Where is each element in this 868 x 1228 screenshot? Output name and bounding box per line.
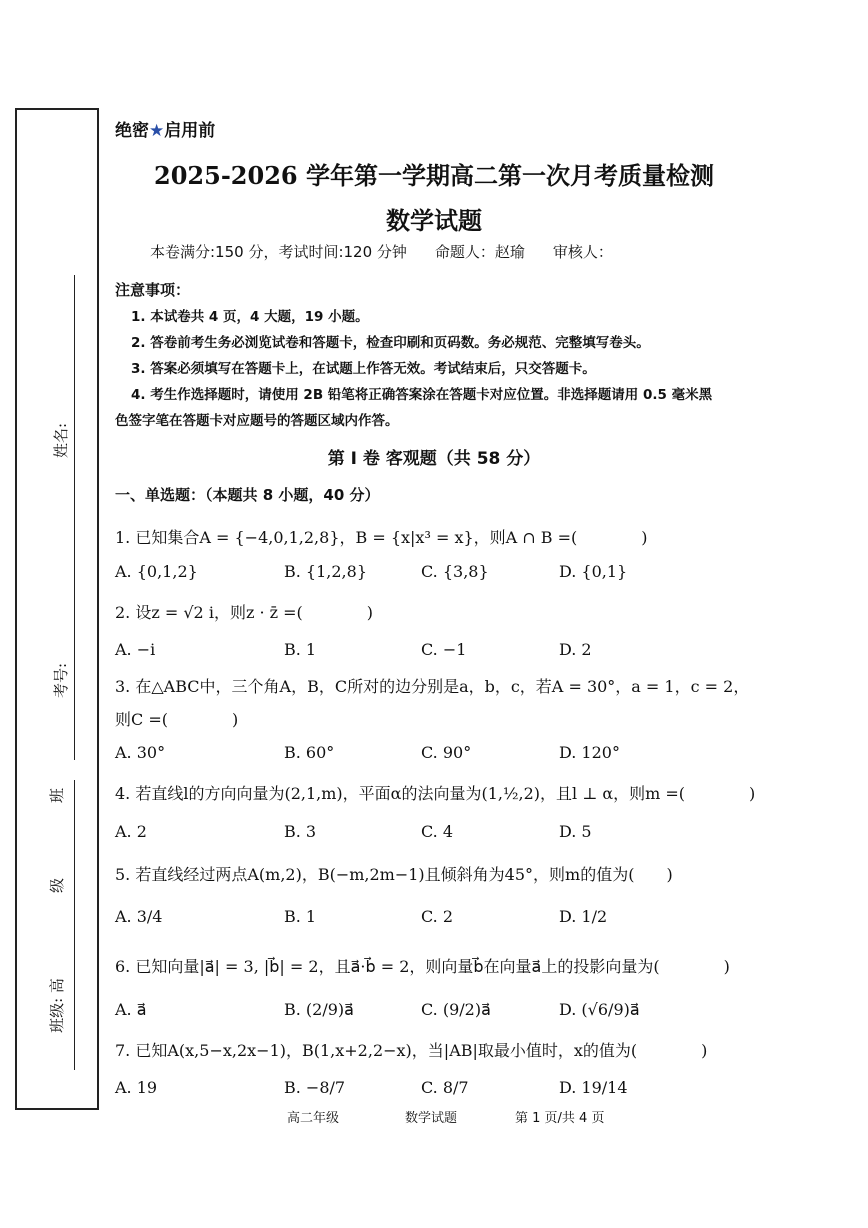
star-icon: ★ — [149, 121, 165, 141]
number-line — [74, 520, 75, 760]
name-line — [74, 275, 75, 540]
exam-author: 命题人：赵瑜 — [434, 243, 525, 261]
question-3-option-c: C. 90° — [421, 743, 472, 762]
exam-reviewer: 审核人： — [552, 243, 613, 261]
notice-item-4: 4. 考生作选择题时，请使用 2B 铅笔将正确答案涂在答题卡对应位置。非选择题请用 0.5 毫米黑 — [131, 387, 713, 403]
question-1-option-d: D. {0,1} — [559, 562, 628, 581]
question-5-option-a: A. 3/4 — [115, 907, 163, 926]
question-7-option-a: A. 19 — [115, 1078, 158, 1097]
question-6-option-b: B. (2/9)a⃗ — [284, 1000, 354, 1019]
question-4-option-c: C. 4 — [421, 822, 454, 841]
question-2-option-c: C. −1 — [421, 640, 467, 659]
question-2-option-b: B. 1 — [284, 640, 317, 659]
question-5-option-b: B. 1 — [284, 907, 317, 926]
question-5-stem: 5. 若直线经过两点A(m,2)，B(−m,2m−1)且倾斜角为45°，则m的值为( ) — [115, 865, 673, 884]
footer-page-number: 第 1 页/共 4 页 — [515, 1111, 605, 1126]
question-6-option-a: A. a⃗ — [115, 1000, 147, 1019]
question-5-option-c: C. 2 — [421, 907, 454, 926]
notice-heading: 注意事项： — [115, 281, 191, 299]
question-3-stem: 3. 在△ABC中，三个角A，B，C所对的边分别是a，b，c，若A = 30°，a = 1，c = 2， — [115, 677, 750, 696]
exam-score-time: 本卷满分:150 分，考试时间:120 分钟 — [150, 243, 407, 261]
part-title: 一、单选题：（本题共 8 小题，40 分） — [115, 486, 380, 504]
grade-label: 级 — [48, 877, 67, 894]
number-label: 考号: — [52, 662, 71, 699]
question-1-stem: 1. 已知集合A = {−4,0,1,2,8}，B = {x|x³ = x}，则A ∩ B =( ) — [115, 528, 648, 547]
footer-subject: 数学试题 — [405, 1111, 458, 1126]
question-6-option-c: C. (9/2)a⃗ — [421, 1000, 491, 1019]
exam-subtitle: 数学试题 — [386, 206, 482, 235]
question-2-option-a: A. −i — [115, 640, 156, 659]
name-label: 姓名: — [52, 422, 71, 459]
question-4-stem: 4. 若直线l的方向向量为(2,1,m)，平面α的法向量为(1,½,2)，且l ⊥ α，则m =( ) — [115, 784, 756, 803]
question-7-option-d: D. 19/14 — [559, 1078, 628, 1097]
question-3-stem-cont: 则C =( ) — [115, 710, 239, 729]
notice-item-4-cont: 色签字笔在答题卡对应题号的答题区域内作答。 — [115, 413, 399, 429]
question-4-option-b: B. 3 — [284, 822, 317, 841]
question-7-option-c: C. 8/7 — [421, 1078, 469, 1097]
question-3-option-a: A. 30° — [115, 743, 166, 762]
question-1-option-b: B. {1,2,8} — [284, 562, 367, 581]
question-1-option-c: C. {3,8} — [421, 562, 489, 581]
question-2-stem: 2. 设z = √2 i，则z · z̄ =( ) — [115, 603, 374, 622]
question-6-option-d: D. (√6/9)a⃗ — [559, 1000, 640, 1019]
question-4-option-d: D. 5 — [559, 822, 592, 841]
question-5-option-d: D. 1/2 — [559, 907, 608, 926]
confidential-mark: 绝密★启用前 — [115, 121, 216, 141]
binding-margin-box — [15, 108, 99, 1110]
question-3-option-b: B. 60° — [284, 743, 335, 762]
exam-info — [150, 241, 641, 262]
question-6-stem: 6. 已知向量|a⃗| = 3, |b⃗| = 2，且a⃗·b⃗ = 2，则向量b⃗在向量a⃗上的投影向量为( ) — [115, 957, 730, 976]
class-line — [74, 780, 75, 1070]
question-7-option-b: B. −8/7 — [284, 1078, 346, 1097]
question-4-option-a: A. 2 — [115, 822, 147, 841]
notice-item-2: 2. 答卷前考生务必浏览试卷和答题卡，检查印刷和页码数。务必规范、完整填写卷头。 — [131, 335, 650, 351]
section-title: 第 I 卷 客观题（共 58 分） — [327, 449, 541, 469]
exam-title: 2025-2026 学年第一学期高二第一次月考质量检测 — [154, 161, 714, 190]
question-2-option-d: D. 2 — [559, 640, 592, 659]
notice-item-1: 1. 本试卷共 4 页，4 大题，19 小题。 — [131, 309, 369, 325]
question-7-stem: 7. 已知A(x,5−x,2x−1)，B(1,x+2,2−x)，当|AB|取最小值时，x的值为( ) — [115, 1041, 708, 1060]
class-suffix-label: 班 — [48, 787, 67, 804]
question-3-option-d: D. 120° — [559, 743, 620, 762]
notice-item-3: 3. 答案必须填写在答题卡上，在试题上作答无效。考试结束后，只交答题卡。 — [131, 361, 596, 377]
question-1-option-a: A. {0,1,2} — [115, 562, 198, 581]
class-label: 班级: 高 — [47, 978, 66, 1033]
footer-grade: 高二年级 — [287, 1111, 340, 1126]
